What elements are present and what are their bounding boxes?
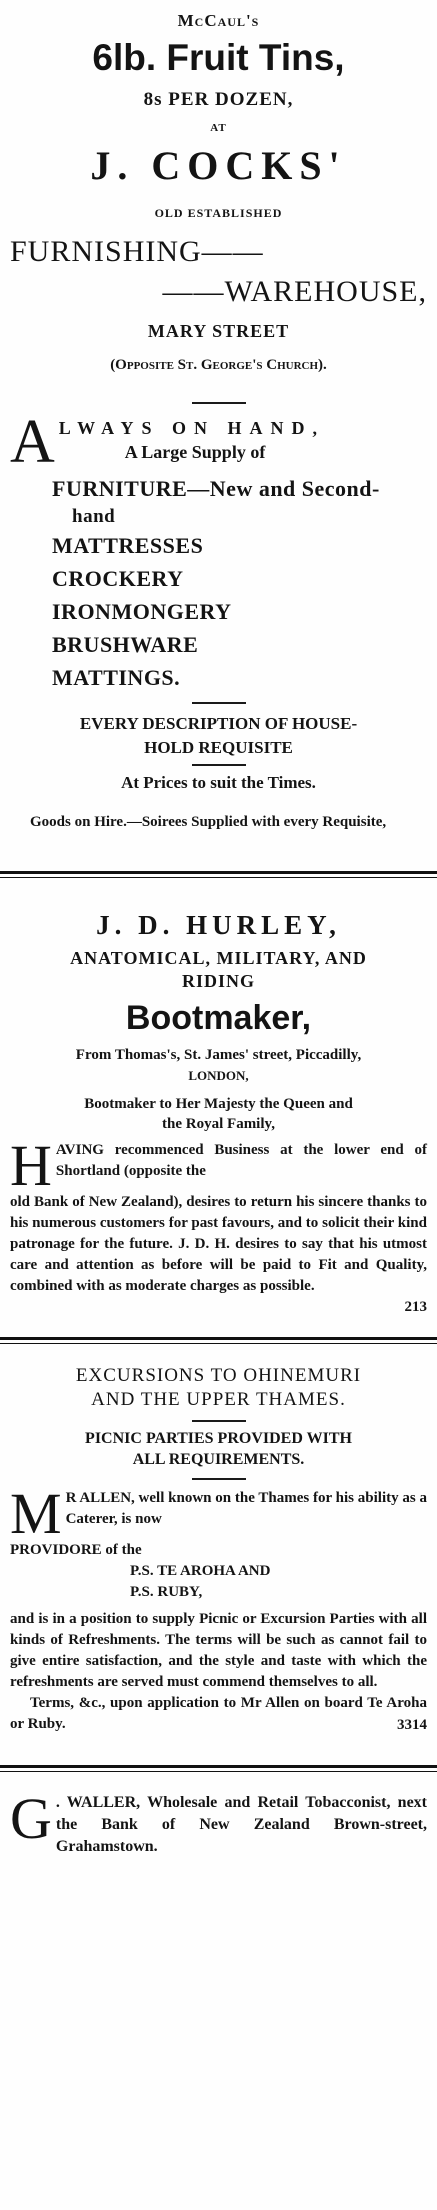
opposite-line: (Opposite St. George's Church). <box>110 357 327 373</box>
from-line: From Thomas's, St. James' street, Piccadilly, <box>75 1047 362 1063</box>
riding-line: RIDING <box>181 971 255 991</box>
section-divider <box>0 1765 437 1772</box>
excursions-line-2: AND THE UPPER THAMES. <box>91 1389 346 1410</box>
brand-line: McCaul's <box>177 11 260 30</box>
advert-allen <box>10 1364 427 1735</box>
at-line: AT <box>210 122 227 134</box>
list-item: MATTINGS. <box>52 665 181 690</box>
anatomical-line: ANATOMICAL, MILITARY, AND <box>70 948 367 968</box>
always-text: LWAYS ON HAND, <box>58 418 325 438</box>
stock-list <box>10 472 427 694</box>
royal-line-2: the Royal Family, <box>162 1116 275 1132</box>
short-rule <box>192 1420 246 1422</box>
waller-text: . WALLER, Wholesale and Retail Tobacconist, next the Bank of New Zealand Brown-street, Grahamstown. <box>55 1794 427 1855</box>
warehouse-line: ——WAREHOUSE, <box>162 275 427 308</box>
royal-line-1: Bootmaker to Her Majesty the Queen and <box>84 1096 353 1112</box>
established-line: OLD ESTABLISHED <box>154 206 283 220</box>
waller-body <box>10 1786 427 1858</box>
short-rule <box>192 764 246 766</box>
every-line-2: HOLD REQUISITE <box>144 738 293 757</box>
hurley-body: old Bank of New Zealand), desires to return his sincere thanks to his numerous customers for past favours, and to solicit their kind patronage for the future. J. D. H. desires to say that his utmost care and attention as before will be paid to Fit and Quality, combined with as moderate charges as possible. <box>10 1194 427 1294</box>
list-item: hand <box>72 506 116 527</box>
drop-cap: H <box>10 1133 52 1198</box>
list-item: FURNITURE—New and Second- <box>52 476 380 501</box>
furnishing-line: FURNISHING—— <box>10 235 264 268</box>
terms-line: Terms, &c., upon application to Mr Allen on board Te Aroha or Ruby. <box>10 1695 427 1732</box>
advert-waller <box>10 1786 427 1858</box>
list-item: CROCKERY <box>52 566 184 591</box>
section-divider <box>0 871 437 878</box>
picnic-line-1: PICNIC PARTIES PROVIDED WITH <box>85 1430 352 1447</box>
street-line: MARY STREET <box>147 321 290 341</box>
ship-line-1: P.S. TE AROHA AND <box>130 1563 271 1579</box>
list-item: MATTRESSES <box>52 533 204 558</box>
allen-body: and is in a position to supply Picnic or Excursion Parties with all kinds of Refreshments. The terms will be such as cannot fail to give entire satisfaction, and the style and taste with which the refreshments are served must commend themselves to all. <box>10 1611 427 1690</box>
supply-line: A Large Supply of <box>124 442 266 462</box>
drop-cap: M <box>10 1481 62 1546</box>
advert-number: 213 <box>404 1299 427 1315</box>
picnic-line-2: ALL REQUIREMENTS. <box>132 1451 305 1468</box>
short-rule <box>192 402 246 404</box>
providore-line: PROVIDORE of the <box>10 1542 142 1558</box>
allen-body-start <box>10 1481 427 1546</box>
hurley-body-start <box>10 1133 427 1198</box>
drop-cap: A <box>10 408 55 476</box>
bootmaker-title: Bootmaker, <box>125 999 312 1037</box>
list-item: BRUSHWARE <box>52 632 199 657</box>
merchant-name: J. COCKS' <box>90 143 347 188</box>
product-headline: 6lb. Fruit Tins, <box>92 37 345 78</box>
drop-cap: G <box>10 1786 52 1851</box>
advert-hurley <box>10 908 427 1317</box>
advert-cocks <box>10 10 427 833</box>
list-item: IRONMONGERY <box>52 599 232 624</box>
always-heading <box>10 408 427 476</box>
goods-line: Goods on Hire.—Soirees Supplied with every Requisite, <box>30 814 387 830</box>
hurley-body-first: AVING recommenced Business at the lower end of Shortland (opposite the <box>55 1142 427 1179</box>
price-line: 8s PER DOZEN, <box>143 89 294 110</box>
ship-line-2: P.S. RUBY, <box>130 1584 203 1600</box>
advert-number: 3314 <box>397 1717 427 1733</box>
short-rule <box>192 702 246 704</box>
allen-body-first: R ALLEN, well known on the Thames for his ability as a Caterer, is now <box>65 1490 427 1527</box>
section-divider <box>0 1337 437 1344</box>
hurley-name: J. D. HURLEY, <box>96 910 341 940</box>
every-line-1: EVERY DESCRIPTION OF HOUSE- <box>79 714 358 733</box>
short-rule <box>192 1478 246 1480</box>
london-line: LONDON, <box>188 1068 249 1083</box>
excursions-line-1: EXCURSIONS TO OHINEMURI <box>75 1365 362 1386</box>
prices-line: At Prices to suit the Times. <box>121 773 316 792</box>
